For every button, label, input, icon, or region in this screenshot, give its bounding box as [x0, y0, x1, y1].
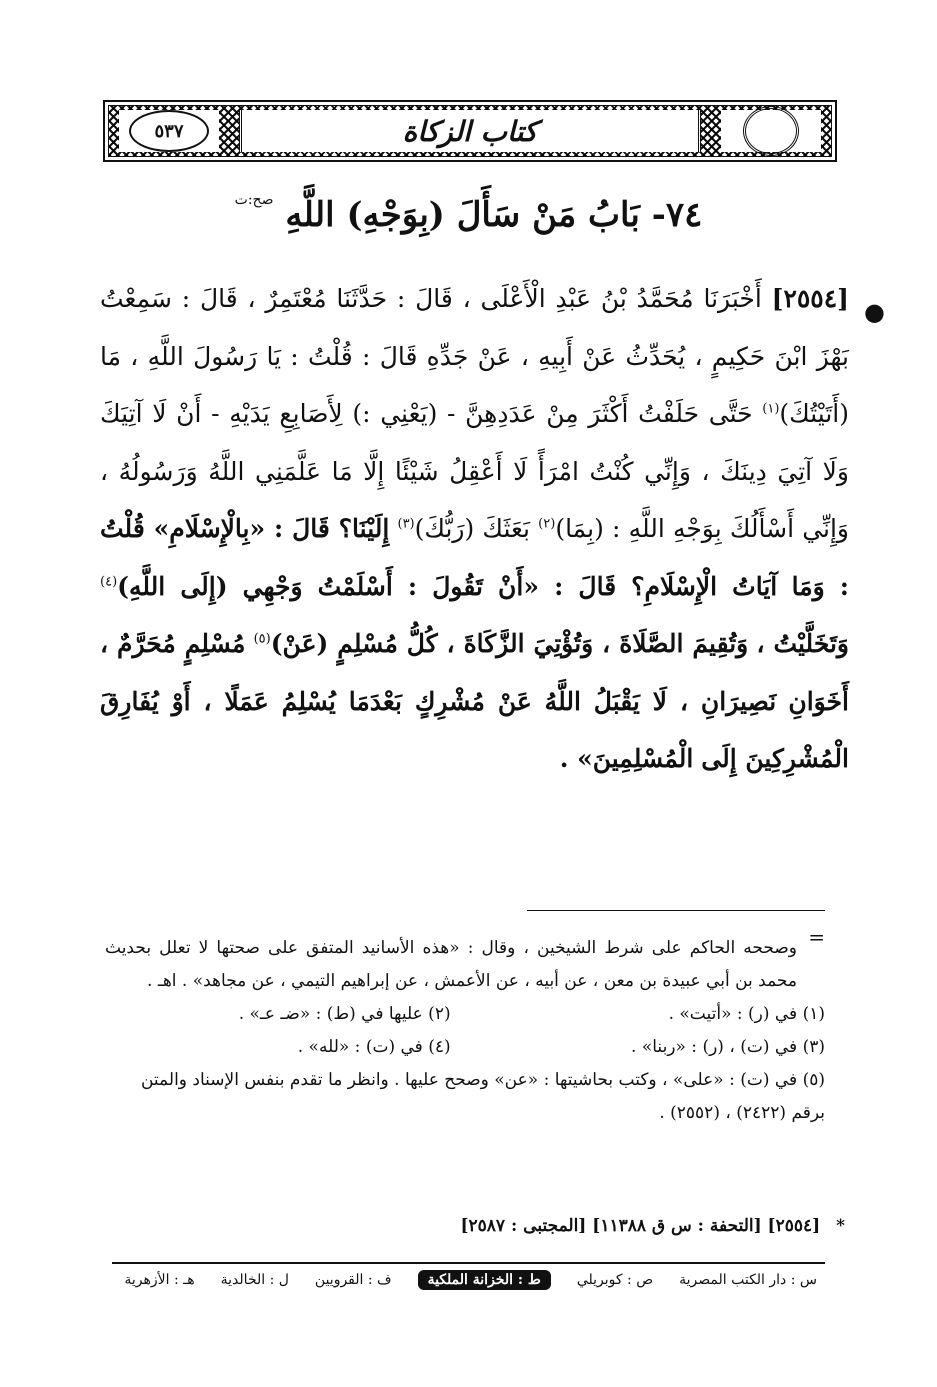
- hadith-line-5a: بِوَجْهِ اللَّهِ : (بِمَا): [555, 514, 722, 543]
- footnotes-section: [105, 932, 825, 1130]
- legend-item-highlighted: ط : الخزانة الملكية: [418, 1270, 551, 1290]
- legend-item: ص : كوبريلي: [576, 1272, 654, 1288]
- footnote-row-1: [105, 998, 825, 1031]
- hadith-line-6a: آيَاتُ الْإِسْلَامِ؟ قَالَ : «أَنْ تَقُولَ : أَسْلَمْتُ وَجْهِي (إِلَى اللَّهِ): [117, 571, 778, 601]
- footnote-ref-2[interactable]: (٢): [538, 516, 556, 532]
- legend-item: ف : القرويين: [314, 1272, 392, 1288]
- logo-medallion: [721, 110, 821, 152]
- hadith-number: [٢٥٥٤]: [771, 284, 849, 313]
- footnote-divider: [527, 910, 825, 911]
- page-number: ٥٣٧: [129, 110, 209, 152]
- hadith-line-5b: بَعَثَكَ (رَبُّكَ): [414, 514, 531, 543]
- footnote-ref-3[interactable]: (٣): [397, 516, 415, 532]
- hadith-line-6b: وَتَخَلَّيْتُ ،: [756, 629, 850, 658]
- legend-divider: [112, 1262, 825, 1264]
- footnote-3: (٣) في (ت) ، (ر) : «ربنا» .: [631, 1037, 825, 1057]
- footnote-continuation: وصححه الحاكم على شرط الشيخين ، وقال : «هذه الأسانيد المتفق على صحتها لا تعلل بحديث محمد بن أبي عبيدة بن معن ، عن أبيه ، عن الأعمش ، عن إبراهيم التيمي ، عن مجاهد» . اهـ .: [105, 938, 797, 991]
- tuhfa-text: [٢٥٥٤] [التحفة : س ق ١١٣٨٨] [المجتبى : ٢٥٨٧]: [460, 1216, 821, 1236]
- hadith-line-2: ابْنَ حَكِيمٍ ، يُحَدِّثُ عَنْ أَبِيهِ ، عَنْ جَدِّهِ قَالَ : قُلْتُ : يَا رَسُولَ اللَّهِ ، مَا (أَتَيْتُكَ): [100, 341, 849, 428]
- footnote-ref-1[interactable]: (١): [762, 401, 780, 417]
- footnote-1: (١) في (ر) : «أتيت» .: [668, 1004, 825, 1024]
- hadith-body: [100, 270, 885, 788]
- hadith-line-9: الْمُسْلِمِينَ» .: [559, 744, 694, 773]
- header-ornament-border: [108, 105, 832, 157]
- chapter-title: [0, 192, 937, 235]
- page-header: [103, 100, 837, 162]
- logo-seal: [743, 106, 799, 156]
- hadith-line-4: دِينَكَ ، وَإِنِّي كُنْتُ امْرَأً لَا أَعْقِلُ شَيْئًا إِلَّا مَا عَلَّمَنِي اللَّهُ وَرَسُولُهُ ، وَإِنِّي أَسْأَلُكَ: [100, 456, 850, 543]
- footnote-2: (٢) عليها في (ط) : «ضـ عـ» .: [238, 1004, 451, 1024]
- footnote-5: (٥) في (ت) : «على» ، وكتب بحاشيتها : «عن» وصحح عليها . وانظر ما تقدم بنفس الإسناد والمتن برقم (٢٤٢٢) ، (٢٥٥٢) .: [140, 1070, 825, 1123]
- legend-item: هـ : الأزهرية: [124, 1272, 195, 1288]
- hadith-line-5c: إِلَيْنَا؟ قَالَ : «بِالْإِسْلَامِ» قُلْتُ : وَمَا: [100, 514, 850, 601]
- sahh-mark: صح:ت: [234, 192, 274, 208]
- footnote-ref-4[interactable]: (٤): [100, 574, 118, 590]
- legend-item: ل : الخالدية: [220, 1272, 289, 1288]
- star-icon: *: [836, 1216, 845, 1236]
- header-title-box: [239, 110, 701, 152]
- hadith-line-3: حَتَّى حَلَفْتُ أَكْثَرَ مِنْ عَدَدِهِنَّ - (يَعْنِي :) لِأَصَابِعِ يَدَيْهِ - أَنْ لَا آتِيَكَ وَلَا آتِيَ: [100, 399, 849, 486]
- footnote-4: (٤) في (ت) : «لله» .: [297, 1037, 451, 1057]
- chapter-title-text: ٧٤- بَابُ مَنْ سَأَلَ (بِوَجْهِ) اللَّهِ: [285, 195, 703, 235]
- hadith-line-8: نَصِيرَانِ ، لَا يَقْبَلُ اللَّهُ عَنْ مُشْرِكٍ بَعْدَمَا يُسْلِمُ عَمَلًا ، أَوْ يُفَارِقَ الْمُشْرِكِينَ إِلَى: [100, 686, 849, 773]
- legend-item: س : دار الكتب المصرية: [679, 1272, 817, 1288]
- tuhfa-reference: [460, 1216, 845, 1236]
- hadith-line-7a: وَتُقِيمَ الصَّلَاةَ ، وَتُؤْتِيَ الزَّكَاةَ ، كُلُّ مُسْلِمٍ (عَنْ): [270, 629, 749, 658]
- continuation-mark: =: [808, 925, 825, 949]
- page-number-medallion: [119, 110, 219, 152]
- hadith-line-7b: مُسْلِمٍ مُحَرَّمٌ ، أَخَوَانِ: [100, 629, 849, 716]
- footnote-row-2: [105, 1031, 825, 1064]
- footnote-ref-5[interactable]: (٥): [253, 631, 271, 647]
- hadith-line-1: أَخْبَرَنَا مُحَمَّدُ بْنُ عَبْدِ الْأَعْلَى ، قَالَ : حَدَّثَنَا مُعْتَمِرٌ ، قَالَ : سَمِعْتُ بَهْزَ: [100, 284, 849, 371]
- manuscript-legend: [124, 1270, 817, 1290]
- bullet-icon: ●: [864, 298, 885, 326]
- book-title: كتاب الزكاة: [402, 114, 538, 148]
